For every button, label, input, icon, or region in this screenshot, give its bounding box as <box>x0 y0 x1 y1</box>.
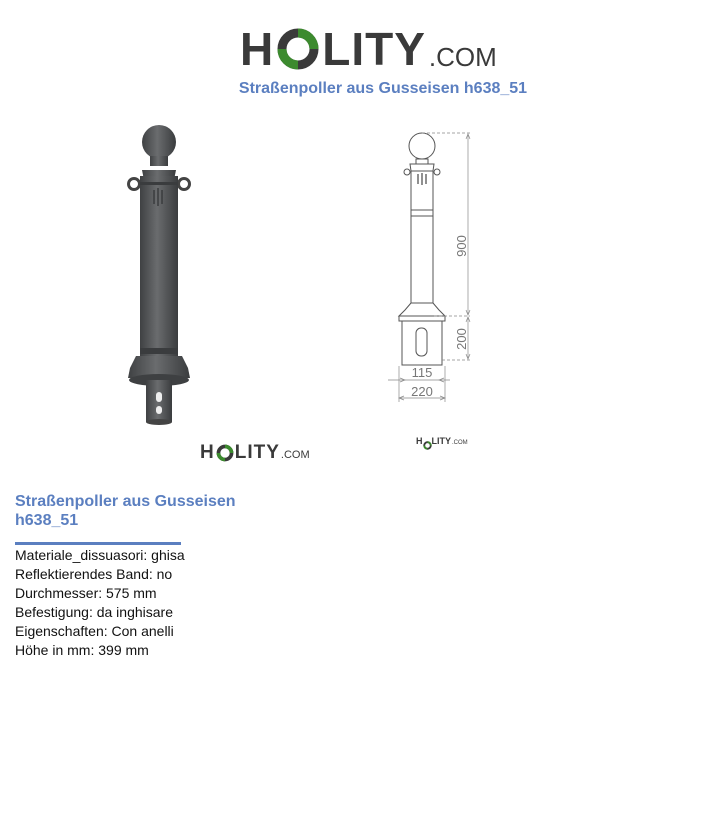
drawing-logo-text-right: LITY <box>431 436 451 446</box>
product-heading-line1: Straßenpoller aus Gusseisen <box>15 493 236 510</box>
photo-logo-ring-icon <box>216 444 234 462</box>
heading-divider <box>15 542 181 545</box>
spec-features: Eigenschaften: Con anelli <box>15 623 174 639</box>
dimension-height-above: 900 <box>454 235 469 257</box>
drawing-logo-text-left: H <box>416 436 423 446</box>
logo-text-left: H <box>240 23 275 75</box>
photo-logo-text-right: LITY <box>234 442 280 463</box>
spec-fixing: Befestigung: da inghisare <box>15 604 173 620</box>
cast-iron-bollard-photo-icon <box>118 118 206 434</box>
dimension-width-inner: 115 <box>411 365 433 380</box>
photo-logo-text-left: H <box>200 442 215 463</box>
product-heading-line2: h638_51 <box>15 512 79 529</box>
spec-material: Materiale_dissuasori: ghisa <box>15 547 185 563</box>
logo-ring-icon <box>276 27 320 71</box>
page-title: Straßenpoller aus Gusseisen h638_51 <box>238 80 528 97</box>
logo-text-right: LITY <box>322 23 426 75</box>
dimension-width-outer: 220 <box>411 384 433 399</box>
drawing-logo-domain: .COM <box>452 440 468 446</box>
spec-height: Höhe in mm: 399 mm <box>15 642 149 658</box>
dimension-height-below: 200 <box>454 328 469 350</box>
drawing-logo <box>416 434 468 446</box>
spec-diameter: Durchmesser: 575 mm <box>15 585 157 601</box>
logo-domain: .COM <box>428 42 497 72</box>
drawing-logo-ring-icon <box>423 437 432 446</box>
photo-logo-domain: .COM <box>280 449 310 461</box>
product-specs-list <box>15 546 185 660</box>
product-heading <box>15 492 255 530</box>
spec-reflective-band: Reflektierendes Band: no <box>15 566 173 582</box>
photo-logo <box>200 438 310 462</box>
bollard-technical-drawing-icon <box>380 126 490 408</box>
header-logo[interactable] <box>240 12 497 75</box>
